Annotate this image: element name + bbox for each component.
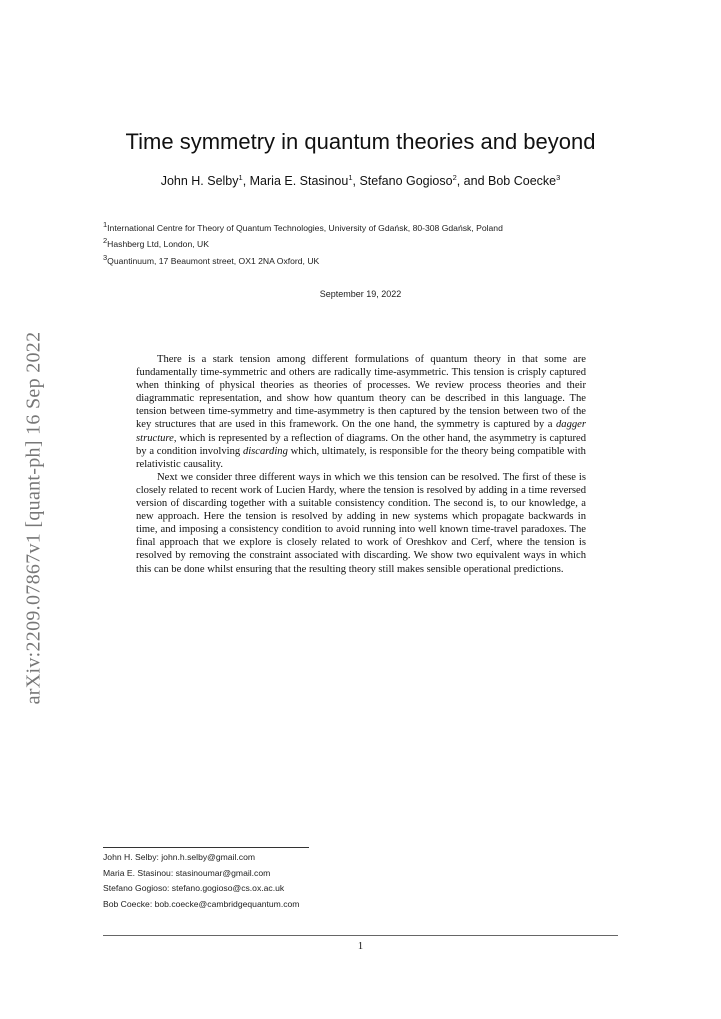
abstract-paragraph-1 bbox=[136, 353, 586, 471]
affiliation-2 bbox=[103, 236, 209, 249]
publication-date: September 19, 2022 bbox=[319, 289, 402, 299]
author-affiliation-mark: 3 bbox=[556, 173, 561, 182]
affiliation-text: Hashberg Ltd, London, UK bbox=[107, 238, 209, 249]
affiliation-mark: 1 bbox=[103, 220, 108, 229]
author-separator: , bbox=[242, 174, 250, 189]
footnote-email: John H. Selby: john.h.selby@gmail.com bbox=[103, 852, 256, 862]
author-affiliation-mark: 2 bbox=[452, 173, 457, 182]
abstract-paragraph-2: Next we consider three different ways in which we this tension can be resolved. The first of these is closely related to recent work of Lucien Hardy, where the tension is resolved by adding in a time reversed version of discarding together with a suitable consistency condition. The second is, to our knowledge, a new approach. Here the tension is resolved by adding in new systems which propagate backwards in time, and imposing a consistency condition to avoid running into well known time-travel paradoxes. The final approach that we explore is closely related to work of Oreshkov and Cerf, where the tension is resolved by removing the constraint associated with discarding. We show two equivalent ways in which this can be done whilst ensuring that the resulting theory still makes sensible operational predictions. bbox=[136, 471, 586, 575]
affiliation-3 bbox=[103, 253, 319, 266]
abstract-emphasis: dagger structure bbox=[136, 419, 586, 444]
author-name: John H. Selby bbox=[160, 174, 239, 189]
affiliation-text: Quantinuum, 17 Beaumont street, OX1 2NA Oxford, UK bbox=[107, 255, 320, 266]
abstract-emphasis: discarding bbox=[242, 445, 288, 457]
affiliation-text: International Centre for Theory of Quantum Technologies, University of Gdańsk, 80-308 Gdańsk, Poland bbox=[107, 222, 503, 233]
paper-title: Time symmetry in quantum theories and beyond bbox=[125, 128, 596, 154]
page-footer-divider bbox=[103, 935, 618, 936]
author-name: Bob Coecke bbox=[488, 174, 557, 189]
author-separator: , and bbox=[456, 174, 489, 189]
affiliation-mark: 3 bbox=[103, 253, 108, 262]
footnote-email: Maria E. Stasinou: stasinoumar@gmail.com bbox=[103, 867, 271, 878]
author-separator: , bbox=[352, 174, 360, 189]
abstract-text: , which is represented by a reflection of diagrams. On the other hand, the asymmetry is captured by a condition involving bbox=[136, 432, 586, 457]
footnotes bbox=[103, 850, 299, 912]
footnote-email: Stefano Gogioso: stefano.gogioso@cs.ox.ac.uk bbox=[103, 883, 285, 894]
footnote-email: Bob Coecke: bob.coecke@cambridgequantum.com bbox=[103, 898, 300, 909]
author-list bbox=[0, 173, 721, 188]
footnote-divider bbox=[103, 847, 309, 848]
arxiv-identifier-stamp: arXiv:2209.07867v1 [quant-ph] 16 Sep 2022 bbox=[22, 331, 45, 705]
author-affiliation-mark: 1 bbox=[348, 173, 353, 182]
author-name: Stefano Gogioso bbox=[359, 174, 453, 189]
author-affiliation-mark: 1 bbox=[238, 173, 243, 182]
abstract bbox=[136, 353, 586, 576]
abstract-text: There is a stark tension among different formulations of quantum theory in that some are fundamentally time-symmetric and others are radically time-asymmetric. This tension is crisply captured when thinking of physical theories as theories of processes. We review process theories and their diagrammatic representation, and show how quantum theory can be described in this language. The tension between time-symmetry and time-asymmetry is then captured by the tension between two of the key structures that are used in this framework. On the one hand, the symmetry is captured by a bbox=[136, 354, 586, 431]
page-number: 1 bbox=[357, 941, 364, 952]
author-name: Maria E. Stasinou bbox=[249, 174, 349, 189]
affiliation-mark: 2 bbox=[103, 236, 108, 245]
affiliation-1 bbox=[103, 220, 503, 233]
abstract-text: which, ultimately, is responsible for the theory being compatible with relativistic causality. bbox=[136, 445, 586, 470]
